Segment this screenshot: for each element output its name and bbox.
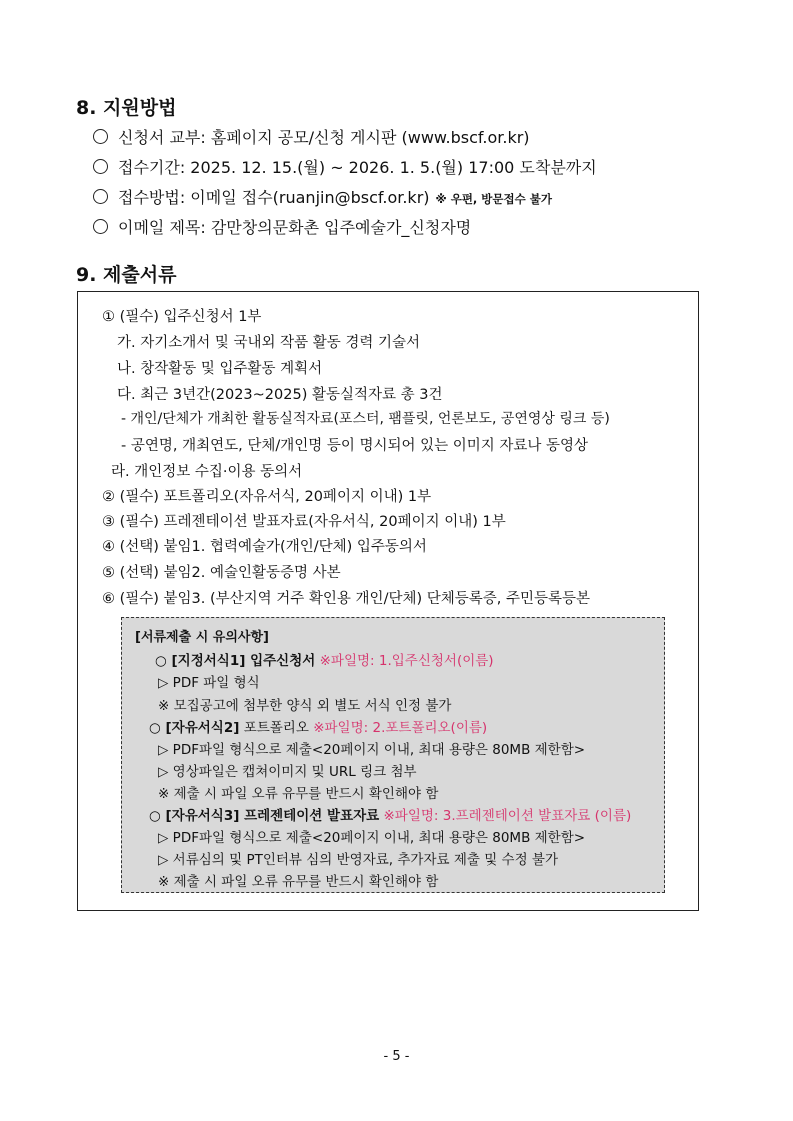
list-item: 라. 개인정보 수집·이용 동의서 — [111, 464, 303, 480]
circle-bullet-icon — [93, 189, 108, 204]
circle-bullet-icon — [93, 159, 108, 174]
list-item: 가. 자기소개서 및 국내외 작품 활동 경력 기술서 — [117, 335, 421, 351]
circle-bullet-icon — [93, 219, 108, 234]
notes-title: [서류제출 시 유의사항] — [135, 630, 269, 645]
list-item: ※ 제출 시 파일 오류 유무를 반드시 확인해야 함 — [158, 874, 439, 890]
list-item: ○ [자유서식2] 포트폴리오 ※파일명: 2.포트폴리오(이름) — [149, 720, 488, 736]
list-item: - 개인/단체가 개최한 활동실적자료(포스터, 팸플릿, 언론보도, 공연영상 링크 등) — [121, 411, 610, 427]
list-item: ※ 모집공고에 첨부한 양식 외 별도 서식 인정 불가 — [158, 698, 452, 714]
list-item: 접수기간: 2025. 12. 15.(월) ~ 2026. 1. 5.(월) 17:00 도착분까지 — [93, 155, 597, 178]
list-item: ▷ 영상파일은 캡쳐이미지 및 URL 링크 첨부 — [158, 764, 417, 780]
list-item: 접수방법: 이메일 접수(ruanjin@bscf.or.kr) ※ 우편, 방문접수 불가 — [93, 185, 552, 208]
list-item: ○ [자유서식3] 프레젠테이션 발표자료 ※파일명: 3.프레젠테이션 발표자료 (이름) — [149, 808, 632, 824]
notes-box — [121, 617, 665, 893]
list-item: 나. 창작활동 및 입주활동 계획서 — [117, 361, 323, 377]
list-item: ▷ PDF파일 형식으로 제출<20페이지 이내, 최대 용량은 80MB 제한함> — [158, 830, 586, 846]
list-item: ② (필수) 포트폴리오(자유서식, 20페이지 이내) 1부 — [102, 489, 432, 505]
page-number: - 5 - — [383, 1049, 410, 1064]
list-item: ▷ PDF파일 형식으로 제출<20페이지 이내, 최대 용량은 80MB 제한함> — [158, 742, 586, 758]
list-item: ⑤ (선택) 붙임2. 예술인활동증명 사본 — [102, 565, 341, 581]
list-item: ▷ PDF 파일 형식 — [158, 675, 260, 691]
list-item: ▷ 서류심의 및 PT인터뷰 심의 반영자료, 추가자료 제출 및 수정 불가 — [158, 852, 558, 868]
circle-bullet-icon — [93, 129, 108, 144]
list-item: ⑥ (필수) 붙임3. (부산지역 거주 확인용 개인/단체) 단체등록증, 주민등록등본 — [102, 591, 591, 607]
list-item: 다. 최근 3년간(2023~2025) 활동실적자료 총 3건 — [117, 387, 443, 403]
list-item: ※ 제출 시 파일 오류 유무를 반드시 확인해야 함 — [158, 786, 439, 802]
note-text: ※ 우편, 방문접수 불가 — [435, 192, 552, 206]
list-item: 이메일 제목: 감만창의문화촌 입주예술가_신청자명 — [93, 215, 471, 238]
list-item: 신청서 교부: 홈페이지 공모/신청 게시판 (www.bscf.or.kr) — [93, 125, 530, 148]
list-item: - 공연명, 개최연도, 단체/개인명 등이 명시되어 있는 이미지 자료나 동영상 — [121, 438, 589, 454]
list-item: ○ [지정서식1] 입주신청서 ※파일명: 1.입주신청서(이름) — [155, 653, 494, 669]
section-8-title: 8. 지원방법 — [76, 97, 177, 119]
list-item: ④ (선택) 붙임1. 협력예술가(개인/단체) 입주동의서 — [102, 539, 427, 555]
section-9-title: 9. 제출서류 — [76, 264, 177, 286]
list-item: ① (필수) 입주신청서 1부 — [102, 309, 262, 325]
list-item: ③ (필수) 프레젠테이션 발표자료(자유서식, 20페이지 이내) 1부 — [102, 514, 506, 530]
